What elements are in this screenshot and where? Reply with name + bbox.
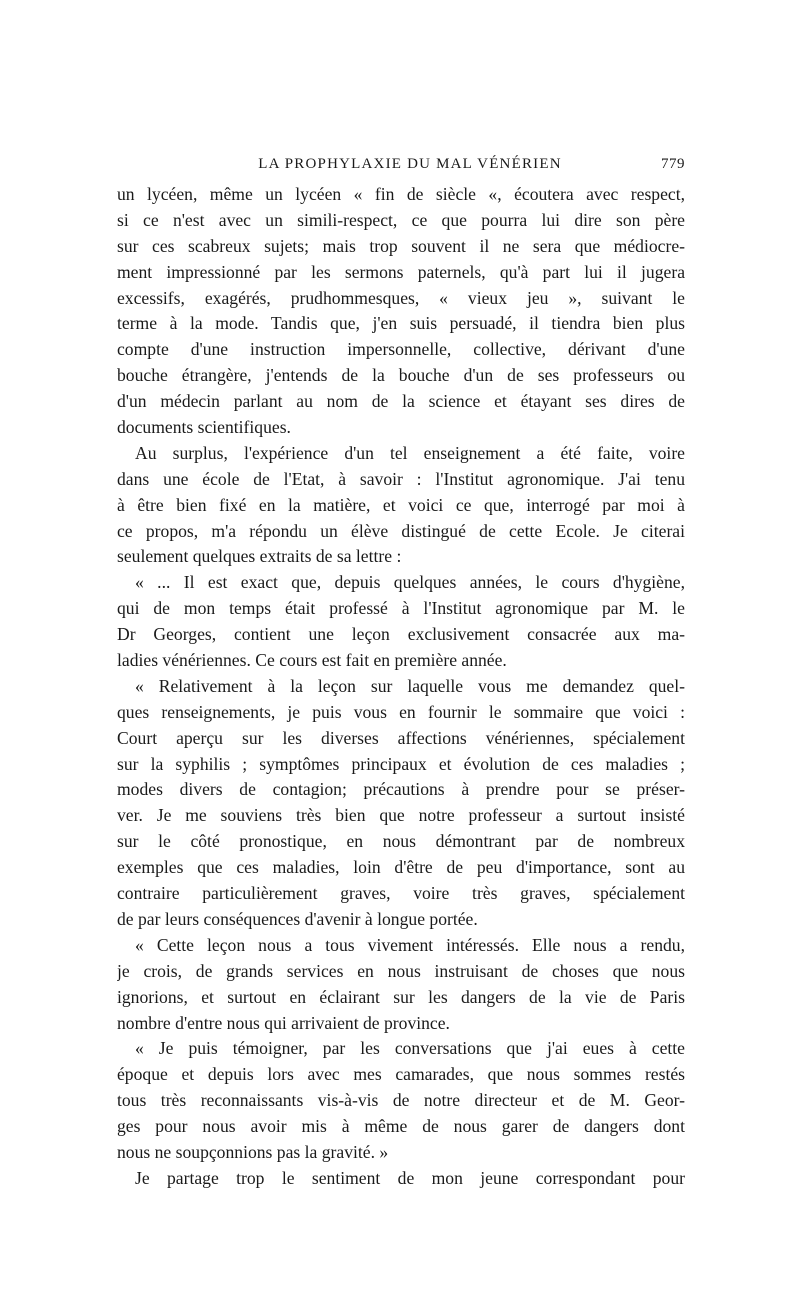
page-header — [117, 152, 685, 182]
text-line: ladies vénériennes. Ce cours est fait en première année. — [117, 650, 507, 671]
text-line: ignorions, et surtout en éclairant sur les dangers de la vie de Paris — [117, 986, 685, 1007]
text-line: un lycéen, même un lycéen « fin de siècle «, écoutera avec respect, — [117, 184, 685, 204]
text-line: seulement quelques extraits de sa lettre : — [117, 546, 402, 567]
text-line: qui de mon temps était professé à l'Institut agronomique par M. le — [117, 598, 685, 619]
text-line: ques renseignements, je puis vous en fournir le sommaire que voici : — [117, 701, 685, 722]
text-line: documents scientifiques. — [117, 417, 291, 438]
text-line: d'un médecin parlant au nom de la science et étayant ses dires de — [117, 391, 685, 412]
text-line: si ce n'est avec un simili-respect, ce que pourra lui dire son père — [117, 209, 685, 230]
body-text — [117, 182, 685, 1192]
text-line: Au surplus, l'expérience d'un tel enseignement a été faite, voire — [135, 442, 685, 463]
text-line: Court aperçu sur les diverses affections vénériennes, spécialement — [117, 727, 685, 748]
text-line: exemples que ces maladies, loin d'être de peu d'importance, sont au — [117, 857, 685, 878]
text-line: bouche étrangère, j'entends de la bouche d'un de ses professeurs ou — [117, 365, 685, 386]
text-line: sur le côté pronostique, en nous démontrant par de nombreux — [117, 831, 685, 852]
text-line: tous très reconnaissants vis-à-vis de notre directeur et de M. Geor- — [117, 1090, 685, 1111]
running-title: LA PROPHYLAXIE DU MAL VÉNÉRIEN — [258, 156, 562, 172]
text-line: compte d'une instruction impersonnelle, collective, dérivant d'une — [117, 339, 685, 360]
book-page — [117, 152, 685, 1192]
text-line: « ... Il est exact que, depuis quelques années, le cours d'hygiène, — [135, 572, 685, 593]
text-line: dans une école de l'Etat, à savoir : l'Institut agronomique. J'ai tenu — [117, 468, 685, 489]
text-line: modes divers de contagion; précautions à prendre pour se préser- — [117, 779, 685, 800]
text-line: à être bien fixé en la matière, et voici ce que, interrogé par moi à — [117, 494, 685, 515]
text-line: « Relativement à la leçon sur laquelle vous me demandez quel- — [135, 675, 685, 696]
text-line: nous ne soupçonnions pas la gravité. » — [117, 1141, 389, 1162]
text-line: ment impressionné par les sermons paternels, qu'à part lui il jugera — [117, 261, 685, 282]
text-line: terme à la mode. Tandis que, j'en suis persuadé, il tiendra bien plus — [117, 313, 685, 334]
text-line: « Cette leçon nous a tous vivement intéressés. Elle nous a rendu, — [135, 934, 685, 955]
text-line: ges pour nous avoir mis à même de nous garer de dangers dont — [117, 1116, 685, 1137]
text-line: sur ces scabreux sujets; mais trop souvent il ne sera que médiocre- — [117, 235, 685, 256]
text-line: Dr Georges, contient une leçon exclusivement consacrée aux ma- — [117, 624, 685, 645]
text-line: sur la syphilis ; symptômes principaux et évolution de ces maladies ; — [117, 753, 685, 774]
text-line: nombre d'entre nous qui arrivaient de province. — [117, 1012, 450, 1033]
text-line: époque et depuis lors avec mes camarades, que nous sommes restés — [117, 1064, 685, 1085]
text-line: de par leurs conséquences d'avenir à longue portée. — [117, 908, 478, 929]
text-line: je crois, de grands services en nous instruisant de choses que nous — [117, 960, 685, 981]
text-line: contraire particulièrement graves, voire très graves, spécialement — [117, 883, 685, 904]
text-line: « Je puis témoigner, par les conversations que j'ai eues à cette — [135, 1038, 685, 1059]
text-line: ver. Je me souviens très bien que notre professeur a surtout insisté — [117, 805, 685, 826]
text-line: excessifs, exagérés, prudhommesques, « vieux jeu », suivant le — [117, 287, 685, 308]
text-line: Je partage trop le sentiment de mon jeune correspondant pour — [135, 1167, 685, 1188]
page-number: 779 — [661, 156, 685, 172]
text-line: ce propos, m'a répondu un élève distingué de cette Ecole. Je citerai — [117, 520, 685, 541]
